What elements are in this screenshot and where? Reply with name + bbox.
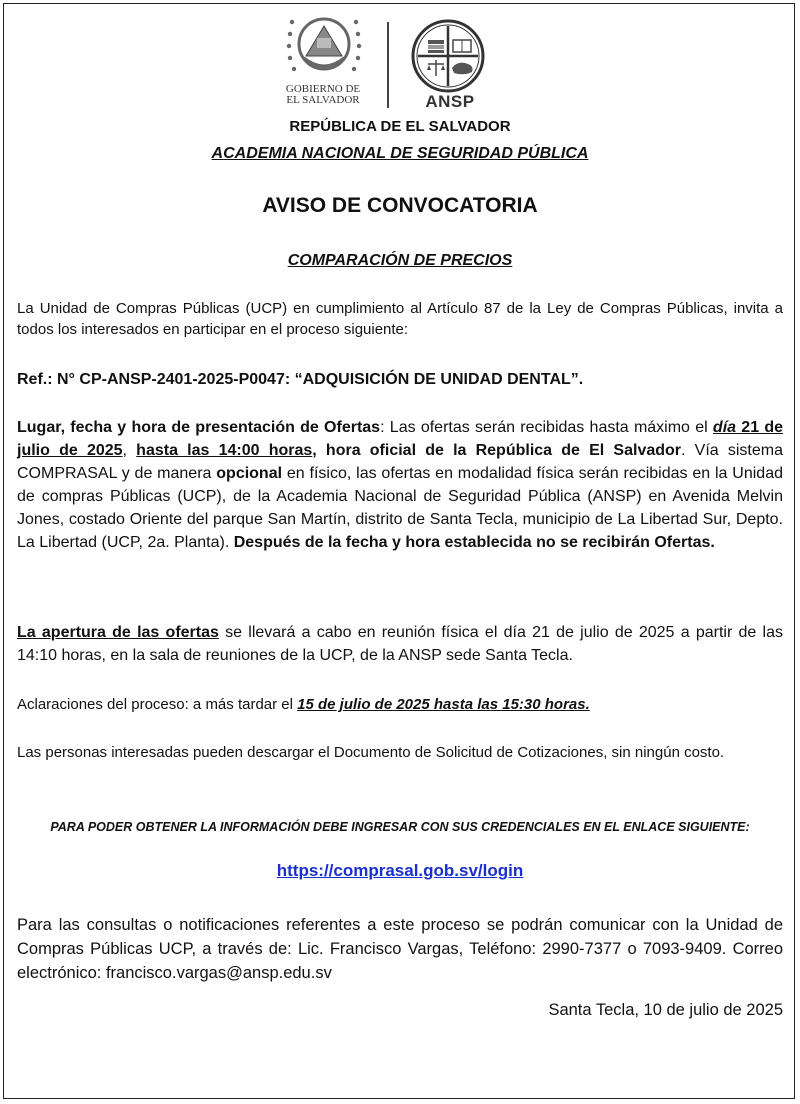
- institution-heading: ACADEMIA NACIONAL DE SEGURIDAD PÚBLICA: [211, 145, 589, 162]
- deadline-day-word: día: [712, 419, 737, 436]
- gov-logo-line2: EL SALVADOR: [286, 94, 360, 106]
- deadline-date-value: 21 de julio de 2025: [17, 419, 784, 459]
- presentation-text-2: . Vía sistema COMPRASAL y de manera: [17, 442, 783, 482]
- contact-paragraph: Para las consultas o notificaciones referentes a este proceso se podrán comunicar con la Unidad de Compras Públicas UCP, a través de: Lic. Francisco Vargas, Teléfono: 2990-7377 o 7093-9409. Correo electrónico: francisco.vargas@ansp.edu.sv: [17, 916, 783, 982]
- opening-paragraph: [17, 621, 783, 667]
- intro-paragraph: La Unidad de Compras Públicas (UCP) en cumplimiento al Artículo 87 de la Ley de Compras Públicas, invita a todos los interesados en participar en el proceso siguiente:: [17, 300, 783, 338]
- place-and-date: Santa Tecla, 10 de julio de 2025: [548, 1001, 783, 1019]
- ansp-logo-label: ANSP: [425, 92, 475, 111]
- process-reference: Ref.: N° CP-ANSP-2401-2025-P0047: “ADQUISICIÓN DE UNIDAD DENTAL”.: [17, 371, 584, 388]
- coat-of-arms-icon: [282, 14, 366, 80]
- clarifications-deadline: 15 de julio de 2025 hasta las 15:30 horas.: [297, 696, 590, 713]
- gobierno-el-salvador-logo: [264, 14, 384, 112]
- document-subtitle: COMPARACIÓN DE PRECIOS: [287, 252, 513, 269]
- clarifications-text: Aclaraciones del proceso: a más tardar el: [17, 696, 298, 713]
- official-time-note: , hora oficial de la República de El Salvador: [312, 442, 682, 459]
- document-title: AVISO DE CONVOCATORIA: [262, 194, 538, 217]
- deadline-time: hasta las 14:00 horas: [136, 442, 313, 459]
- opening-text: se llevará a cabo en reunión física el día 21 de julio de 2025 a partir de las 14:10 horas, en la sala de reuniones de la UCP, de la ANSP sede Santa Tecla.: [17, 624, 783, 664]
- comprasal-login-link[interactable]: https://comprasal.gob.sv/login: [276, 861, 524, 880]
- clarifications-paragraph: [17, 694, 783, 715]
- presentation-paragraph: [17, 416, 783, 554]
- presentation-label: Lugar, fecha y hora de presentación de Ofertas: [17, 419, 381, 436]
- presentation-text-1: : Las ofertas serán recibidas hasta máximo el: [380, 419, 713, 436]
- logo-divider: [387, 22, 389, 108]
- ansp-logo: [400, 18, 496, 112]
- optional-word: opcional: [216, 465, 283, 482]
- country-heading: REPÚBLICA DE EL SALVADOR: [289, 118, 511, 135]
- presentation-separator: ,: [122, 442, 137, 459]
- download-paragraph: Las personas interesadas pueden descargar el Documento de Solicitud de Cotizaciones, sin ningún costo.: [17, 744, 725, 761]
- late-offers-warning: Después de la fecha y hora establecida no se recibirán Ofertas.: [233, 534, 715, 551]
- opening-label: La apertura de las ofertas: [17, 624, 219, 641]
- credentials-notice: PARA PODER OBTENER LA INFORMACIÓN DEBE INGRESAR CON SUS CREDENCIALES EN EL ENLACE SIGUIENTE:: [50, 820, 750, 834]
- gov-logo-line1: GOBIERNO DE: [285, 83, 361, 95]
- presentation-text-3: en físico, las ofertas en modalidad física serán recibidas en la Unidad de compras Públicas (UCP), de la Academia Nacional de Seguridad Pública (ANSP) en Avenida Melvin Jones, costado Oriente del parque San Martín, distrito de Santa Tecla, municipio de La Libertad Sur, Depto. La Libertad (UCP, 2a. Planta).: [17, 465, 783, 551]
- logo-header: [0, 14, 800, 114]
- ansp-emblem-icon: [400, 18, 496, 94]
